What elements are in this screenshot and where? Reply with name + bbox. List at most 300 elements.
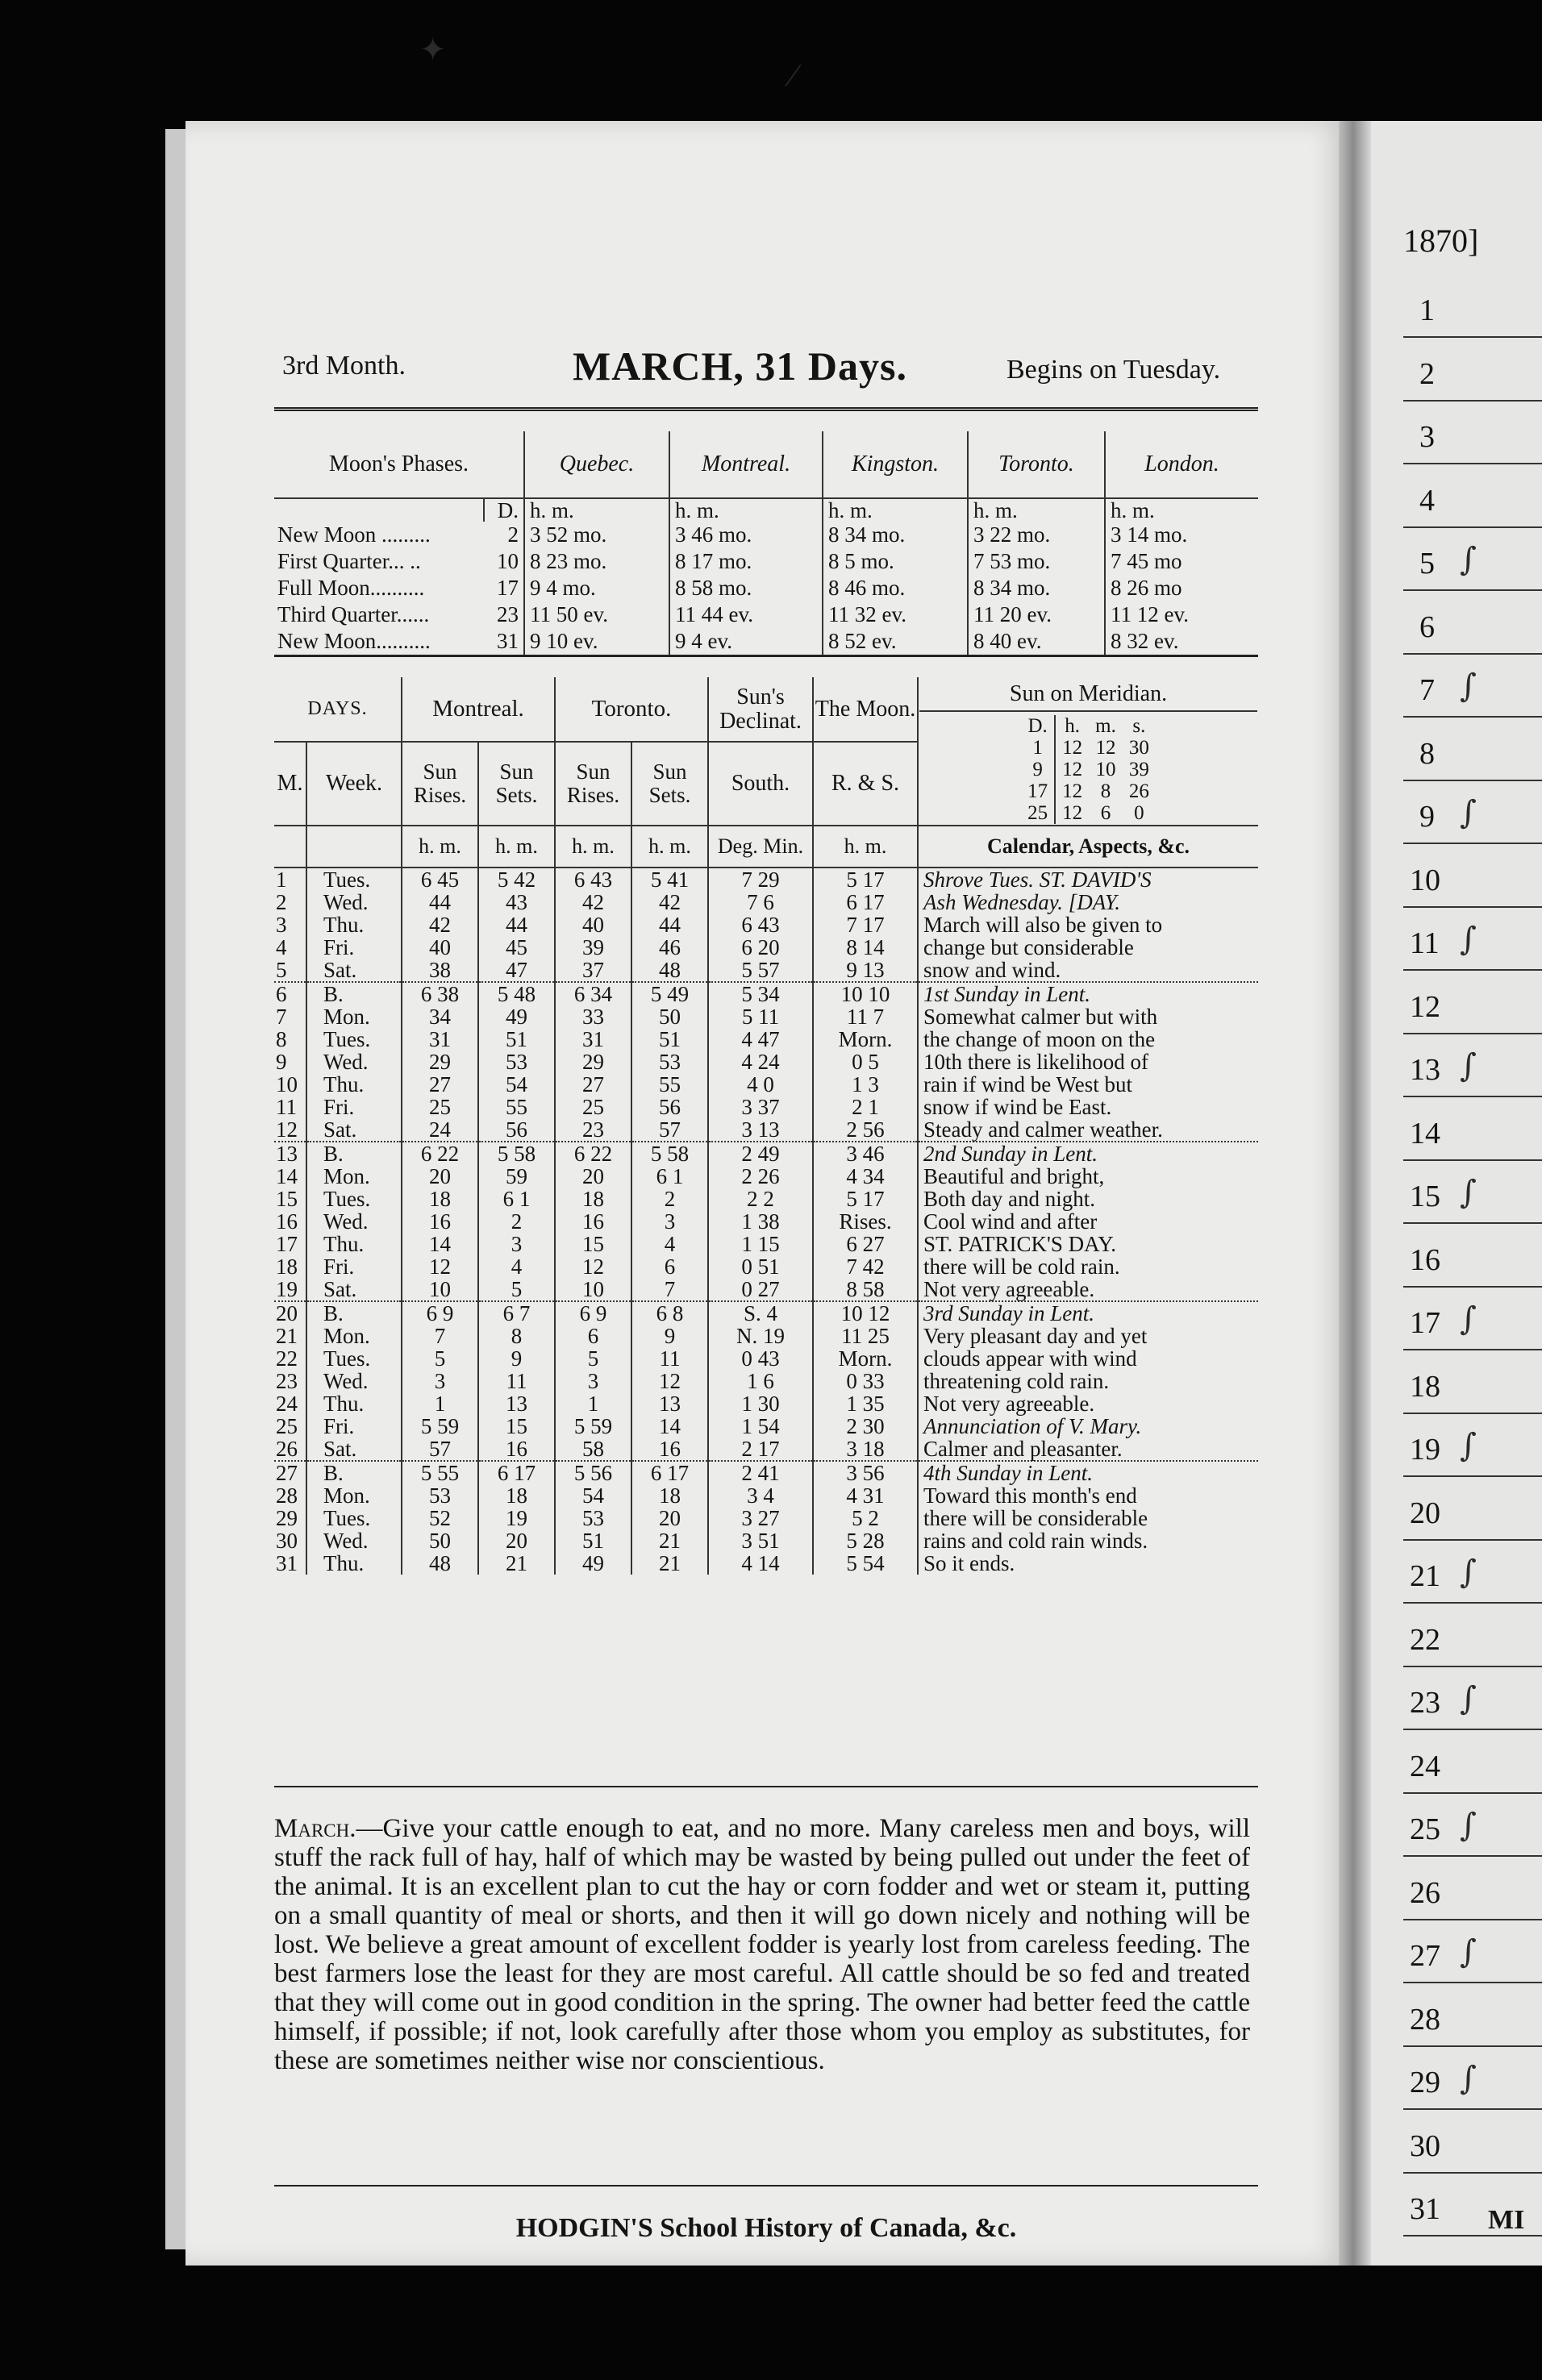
toronto-sunrise: 39 <box>555 936 631 959</box>
toronto-sunrise: 25 <box>555 1096 631 1118</box>
day-row <box>274 1142 1258 1165</box>
toronto-sunset: 20 <box>631 1507 708 1529</box>
toronto-sunrise: 49 <box>555 1552 631 1575</box>
calendar-note: 4th Sunday in Lent. <box>918 1461 1258 1484</box>
montreal-sunrise: 18 <box>402 1188 478 1210</box>
phases-unit <box>274 498 484 522</box>
memo-day-number: 19 <box>1410 1433 1440 1467</box>
memo-rule <box>1403 2045 1542 2047</box>
toronto-sunrise: 5 56 <box>555 1461 631 1484</box>
meridian-value: 39 <box>1128 759 1149 780</box>
toronto-sunset: 44 <box>631 913 708 936</box>
montreal-sunrise: 5 <box>402 1347 478 1370</box>
week-day: Wed. <box>306 1529 402 1552</box>
memo-rule <box>1403 906 1542 908</box>
days-body <box>274 868 1258 1575</box>
sun-declination: N. 19 <box>708 1325 813 1347</box>
sun-declination: 4 47 <box>708 1028 813 1051</box>
montreal-sunset: 6 7 <box>478 1301 555 1325</box>
toronto-sunset: 6 8 <box>631 1301 708 1325</box>
moon-rise-set: Morn. <box>813 1028 918 1051</box>
week-day: Thu. <box>306 1552 402 1575</box>
calendar-note: Very pleasant day and yet <box>923 1324 1148 1348</box>
handwriting-mark: ∫ <box>1460 668 1477 705</box>
toronto-sunrise: 1 <box>555 1392 631 1415</box>
montreal-time: 8 58 mo. <box>669 575 823 601</box>
sun-declination: 2 26 <box>708 1165 813 1188</box>
toronto-sunset: 4 <box>631 1233 708 1255</box>
memo-rule <box>1403 653 1542 655</box>
moon-rise-set: 9 13 <box>813 959 918 982</box>
moon-rise-set: 6 27 <box>813 1233 918 1255</box>
calendar-note: Cool wind and after <box>923 1209 1098 1234</box>
montreal-sunset: 15 <box>478 1415 555 1438</box>
montreal-sunrise: 31 <box>402 1028 478 1051</box>
month-day: 5 <box>274 959 306 982</box>
day-row <box>274 1370 1258 1392</box>
toronto-sunrise: 53 <box>555 1507 631 1529</box>
sun-declination: 5 34 <box>708 982 813 1005</box>
meridian-value: 25 <box>1021 802 1055 824</box>
moon-rise-set: 7 42 <box>813 1255 918 1278</box>
week-day: B. <box>306 1301 402 1325</box>
memo-rule <box>1403 1475 1542 1477</box>
unit-cell <box>274 826 306 868</box>
toronto-time: 11 20 ev. <box>968 601 1105 628</box>
meridian-row <box>1021 737 1156 759</box>
montreal-sunset: 13 <box>478 1392 555 1415</box>
meridian-head: m. <box>1095 715 1116 737</box>
memo-rule <box>1403 589 1542 591</box>
memo-rule <box>1403 463 1542 464</box>
memo-bottom-text: MI <box>1488 2205 1525 2235</box>
week-day: Sat. <box>306 1278 402 1301</box>
moon-rise-set: 2 56 <box>813 1118 918 1142</box>
moon-rise-set: 11 25 <box>813 1325 918 1347</box>
begins-on: Begins on Tuesday. <box>1006 355 1221 385</box>
calendar-note: Toward this month's end <box>923 1483 1137 1508</box>
memo-rule <box>1403 1602 1542 1604</box>
memo-rule <box>1403 2172 1542 2174</box>
phase-row <box>274 628 1258 656</box>
day-row <box>274 868 1258 891</box>
month-day: 17 <box>274 1233 306 1255</box>
month-day: 11 <box>274 1096 306 1118</box>
phase-day: 17 <box>484 575 524 601</box>
month-day: 22 <box>274 1347 306 1370</box>
kingston-time: 11 32 ev. <box>823 601 968 628</box>
toronto-time: 8 34 mo. <box>968 575 1105 601</box>
meridian-value: 12 <box>1095 737 1116 759</box>
montreal-sunset: 44 <box>478 913 555 936</box>
toronto-sunset: 50 <box>631 1005 708 1028</box>
week-day: Thu. <box>306 1392 402 1415</box>
calendar-note: Shrove Tues. ST. DAVID'S <box>923 868 1152 892</box>
sun-declination: 0 27 <box>708 1278 813 1301</box>
month-day: 20 <box>274 1301 306 1325</box>
week-day: B. <box>306 1461 402 1484</box>
phase-row <box>274 548 1258 575</box>
week-day: Sat. <box>306 959 402 982</box>
montreal-sunset: 5 48 <box>478 982 555 1005</box>
moon-rise-set: 10 10 <box>813 982 918 1005</box>
handwriting-mark: ∫ <box>1460 794 1477 831</box>
montreal-sunset: 55 <box>478 1096 555 1118</box>
days-header: DAYS. <box>274 677 402 742</box>
moon-rise-set: 2 30 <box>813 1415 918 1438</box>
phase-name: New Moon.......... <box>274 628 484 656</box>
montreal-sunset: 45 <box>478 936 555 959</box>
meridian-cell <box>918 677 1258 826</box>
meridian-value: 1 <box>1021 737 1055 759</box>
week-day: B. <box>306 1142 402 1165</box>
week-day: Sat. <box>306 1118 402 1142</box>
month-number: 3rd Month. <box>282 351 406 381</box>
handwriting-mark: ∫ <box>1460 1047 1477 1084</box>
memo-day-number: 15 <box>1410 1180 1440 1213</box>
montreal-sunset: 5 58 <box>478 1142 555 1165</box>
meridian-value: 12 <box>1062 737 1083 759</box>
memo-day-number: 18 <box>1410 1369 1440 1404</box>
sun-declination: 3 27 <box>708 1507 813 1529</box>
montreal-sunset: 59 <box>478 1165 555 1188</box>
moon-rise-set: 3 46 <box>813 1142 918 1165</box>
page-title: MARCH, 31 Days. <box>573 343 907 389</box>
day-row <box>274 959 1258 982</box>
week-day: Mon. <box>306 1005 402 1028</box>
meridian-value: 12 <box>1062 780 1083 802</box>
phases-unit: h. m. <box>823 498 968 522</box>
memo-day-number: 13 <box>1410 1053 1440 1087</box>
toronto-sunset: 5 49 <box>631 982 708 1005</box>
toronto-time: 8 40 ev. <box>968 628 1105 656</box>
memo-rule <box>1403 1792 1542 1794</box>
calendar-note: clouds appear with wind <box>923 1346 1137 1371</box>
kingston-time: 8 34 mo. <box>823 522 968 548</box>
montreal-sunset: 5 42 <box>478 868 555 891</box>
montreal-sunset: 43 <box>478 891 555 913</box>
memo-rule <box>1403 1666 1542 1667</box>
phase-row <box>274 522 1258 548</box>
montreal-sunrise: 40 <box>402 936 478 959</box>
moon-rise-set: 5 17 <box>813 868 918 891</box>
memo-rule <box>1403 526 1542 528</box>
unit-cell: h. m. <box>478 826 555 868</box>
day-row <box>274 1073 1258 1096</box>
montreal-sunset: 16 <box>478 1438 555 1461</box>
sun-declination: 4 14 <box>708 1552 813 1575</box>
moon-rise-set: 5 54 <box>813 1552 918 1575</box>
montreal-sunset: 19 <box>478 1507 555 1529</box>
memo-day-number: 11 <box>1410 926 1440 960</box>
month-day: 25 <box>274 1415 306 1438</box>
phase-day: 10 <box>484 548 524 575</box>
memo-rule <box>1403 1033 1542 1034</box>
sun-declination: 3 13 <box>708 1118 813 1142</box>
toronto-sunrise: 12 <box>555 1255 631 1278</box>
montreal-sets-header: Sun Sets. <box>478 742 555 826</box>
montreal-sunrise: 5 55 <box>402 1461 478 1484</box>
phases-header: Moon's Phases. <box>274 431 524 498</box>
moon-rise-set: 4 34 <box>813 1165 918 1188</box>
sun-declination: 5 11 <box>708 1005 813 1028</box>
toronto-sunset: 5 58 <box>631 1142 708 1165</box>
meridian-value: 8 <box>1100 780 1111 802</box>
phases-unit: D. <box>484 498 524 522</box>
day-row <box>274 936 1258 959</box>
meridian-table <box>1021 715 1156 824</box>
memo-rule <box>1403 1982 1542 1983</box>
moon-phases-table <box>274 431 1258 657</box>
calendar-note: 10th there is likelihood of <box>923 1050 1148 1074</box>
sun-declination: 3 37 <box>708 1096 813 1118</box>
day-row <box>274 1210 1258 1233</box>
toronto-header: Toronto. <box>555 677 708 742</box>
month-day: 15 <box>274 1188 306 1210</box>
phase-day: 31 <box>484 628 524 656</box>
day-row <box>274 891 1258 913</box>
week-day: Fri. <box>306 1415 402 1438</box>
memo-rule <box>1403 1159 1542 1161</box>
montreal-sunset: 11 <box>478 1370 555 1392</box>
meridian-value: 26 <box>1128 780 1149 802</box>
memo-year: 1870] <box>1403 223 1479 259</box>
day-row <box>274 913 1258 936</box>
meridian-head: h. <box>1065 715 1081 737</box>
meridian-head-row <box>1021 715 1156 737</box>
rs-header: R. & S. <box>813 742 918 826</box>
toronto-sunset: 48 <box>631 959 708 982</box>
kingston-time: 8 5 mo. <box>823 548 968 575</box>
moon-rise-set: 2 1 <box>813 1096 918 1118</box>
calendar-note: Both day and night. <box>923 1187 1095 1211</box>
page-header <box>185 343 1347 407</box>
memo-day-number: 5 <box>1419 547 1435 580</box>
moon-rise-set: 5 2 <box>813 1507 918 1529</box>
toronto-sunrise: 10 <box>555 1278 631 1301</box>
table-bottom-rule <box>274 1786 1258 1787</box>
toronto-sunrise: 54 <box>555 1484 631 1507</box>
memo-rule <box>1403 400 1542 402</box>
meridian-value: 17 <box>1021 780 1055 802</box>
moon-rise-set: 0 5 <box>813 1051 918 1073</box>
montreal-sunset: 8 <box>478 1325 555 1347</box>
memo-day-number: 17 <box>1410 1306 1440 1340</box>
london-time: 3 14 mo. <box>1111 522 1188 547</box>
memo-rule <box>1403 336 1542 338</box>
handwriting-mark: ∫ <box>1460 2060 1477 2097</box>
toronto-sunrise: 5 59 <box>555 1415 631 1438</box>
unit-cell: h. m. <box>631 826 708 868</box>
montreal-sunrise: 42 <box>402 913 478 936</box>
toronto-sunset: 18 <box>631 1484 708 1507</box>
memo-rule <box>1403 1286 1542 1288</box>
week-day: Tues. <box>306 868 402 891</box>
montreal-sunrise: 53 <box>402 1484 478 1507</box>
phases-unit: h. m. <box>1111 498 1155 522</box>
toronto-sunrise: 20 <box>555 1165 631 1188</box>
london-time: 8 32 ev. <box>1105 628 1258 656</box>
unit-cell <box>306 826 402 868</box>
phases-body <box>274 522 1258 656</box>
memo-rule <box>1403 780 1542 781</box>
sun-declination: 1 30 <box>708 1392 813 1415</box>
month-day: 27 <box>274 1461 306 1484</box>
day-row <box>274 1392 1258 1415</box>
meridian-header: Sun on Meridian. <box>919 681 1257 712</box>
montreal-sunrise: 6 45 <box>402 868 478 891</box>
phases-unit: h. m. <box>669 498 823 522</box>
montreal-sunrise: 16 <box>402 1210 478 1233</box>
toronto-sunrise: 42 <box>555 891 631 913</box>
week-day: Sat. <box>306 1438 402 1461</box>
memo-day-number: 8 <box>1419 736 1435 771</box>
toronto-sunset: 9 <box>631 1325 708 1347</box>
month-day: 18 <box>274 1255 306 1278</box>
toronto-sunset: 7 <box>631 1278 708 1301</box>
montreal-sunset: 4 <box>478 1255 555 1278</box>
memorandum-page <box>1371 121 1542 2266</box>
month-day: 29 <box>274 1507 306 1529</box>
dust-speck: ✦ <box>419 31 447 68</box>
week-day: B. <box>306 982 402 1005</box>
moon-rise-set: 0 33 <box>813 1370 918 1392</box>
montreal-sunset: 2 <box>478 1210 555 1233</box>
handwriting-mark: ∫ <box>1460 1807 1477 1844</box>
toronto-sunset: 51 <box>631 1028 708 1051</box>
montreal-sunset: 49 <box>478 1005 555 1028</box>
memo-day-number: 9 <box>1419 800 1435 834</box>
calendar-note: 3rd Sunday in Lent. <box>918 1301 1258 1325</box>
week-day: Tues. <box>306 1507 402 1529</box>
phase-day: 2 <box>484 522 524 548</box>
handwriting-mark: ∫ <box>1460 1300 1477 1338</box>
toronto-rises-header: Sun Rises. <box>555 742 631 826</box>
montreal-sunset: 21 <box>478 1552 555 1575</box>
moon-rise-set: 3 18 <box>813 1438 918 1461</box>
day-row <box>274 982 1258 1005</box>
memo-day-number: 7 <box>1419 673 1435 707</box>
montreal-time: 8 17 mo. <box>669 548 823 575</box>
day-row <box>274 1507 1258 1529</box>
toronto-sunset: 6 1 <box>631 1165 708 1188</box>
unit-cell: h. m. <box>555 826 631 868</box>
montreal-sunset: 51 <box>478 1028 555 1051</box>
moon-rise-set: 10 12 <box>813 1301 918 1325</box>
montreal-sunset: 6 17 <box>478 1461 555 1484</box>
montreal-sunset: 3 <box>478 1233 555 1255</box>
day-row <box>274 1278 1258 1301</box>
montreal-header: Montreal. <box>402 677 555 742</box>
montreal-sunrise: 38 <box>402 959 478 982</box>
memo-day-number: 3 <box>1419 420 1435 454</box>
calendar-note: snow and wind. <box>923 958 1061 982</box>
calendar-note: rain if wind be West but <box>923 1072 1133 1096</box>
month-day: 6 <box>274 982 306 1005</box>
phases-header: Quebec. <box>524 431 669 498</box>
toronto-sunrise: 29 <box>555 1051 631 1073</box>
montreal-sunrise: 57 <box>402 1438 478 1461</box>
meridian-value: 9 <box>1021 759 1055 780</box>
day-row <box>274 1188 1258 1210</box>
month-day: 24 <box>274 1392 306 1415</box>
memo-rule <box>1403 716 1542 718</box>
toronto-sunset: 6 <box>631 1255 708 1278</box>
month-day: 14 <box>274 1165 306 1188</box>
month-day: 9 <box>274 1051 306 1073</box>
london-time: 11 12 ev. <box>1111 602 1189 626</box>
week-day: Wed. <box>306 1210 402 1233</box>
handwriting-mark: ∫ <box>1460 1554 1477 1591</box>
sun-declination: 1 6 <box>708 1370 813 1392</box>
memo-rule <box>1403 969 1542 971</box>
m-header: M. <box>274 742 306 826</box>
month-day: 10 <box>274 1073 306 1096</box>
week-day: Fri. <box>306 1096 402 1118</box>
quebec-time: 9 10 ev. <box>524 628 669 656</box>
toronto-sunrise: 6 <box>555 1325 631 1347</box>
meridian-row <box>1021 780 1156 802</box>
montreal-sunset: 5 <box>478 1278 555 1301</box>
montreal-sunset: 18 <box>478 1484 555 1507</box>
week-day: Tues. <box>306 1028 402 1051</box>
toronto-sunset: 14 <box>631 1415 708 1438</box>
toronto-sunset: 42 <box>631 891 708 913</box>
memo-day-number: 6 <box>1419 610 1435 644</box>
sun-declination: 0 51 <box>708 1255 813 1278</box>
toronto-sunset: 6 17 <box>631 1461 708 1484</box>
meridian-value: 30 <box>1128 737 1149 759</box>
toronto-sunset: 3 <box>631 1210 708 1233</box>
sun-declination: 3 51 <box>708 1529 813 1552</box>
memo-day-number: 1 <box>1419 293 1435 327</box>
month-day: 21 <box>274 1325 306 1347</box>
memo-day-number: 25 <box>1410 1812 1440 1846</box>
phase-name: Full Moon.......... <box>277 576 425 600</box>
toronto-sunset: 11 <box>631 1347 708 1370</box>
calendar-note: 1st Sunday in Lent. <box>918 982 1258 1005</box>
toronto-sunset: 55 <box>631 1073 708 1096</box>
montreal-sunrise: 3 <box>402 1370 478 1392</box>
month-day: 31 <box>274 1552 306 1575</box>
week-day: Thu. <box>306 1073 402 1096</box>
toronto-sunset: 56 <box>631 1096 708 1118</box>
meridian-value: 10 <box>1095 759 1116 780</box>
week-day: Wed. <box>306 891 402 913</box>
week-day: Thu. <box>306 913 402 936</box>
memo-day-number: 28 <box>1410 2002 1440 2037</box>
day-row <box>274 1118 1258 1142</box>
week-day: Thu. <box>306 1233 402 1255</box>
toronto-sunset: 57 <box>631 1118 708 1142</box>
week-day: Fri. <box>306 936 402 959</box>
memo-day-number: 24 <box>1410 1749 1440 1783</box>
day-row <box>274 1255 1258 1278</box>
calendar-note: Not very agreeable. <box>923 1277 1095 1301</box>
day-row <box>274 1484 1258 1507</box>
sun-declination: 1 15 <box>708 1233 813 1255</box>
memo-rule <box>1403 1539 1542 1541</box>
footer-rule <box>274 2185 1258 2187</box>
day-row <box>274 1028 1258 1051</box>
main-header-row-1 <box>274 677 1258 742</box>
day-row <box>274 1415 1258 1438</box>
moon-rise-set: 1 3 <box>813 1073 918 1096</box>
toronto-sunrise: 31 <box>555 1028 631 1051</box>
montreal-sunrise: 25 <box>402 1096 478 1118</box>
calendar-note: Annunciation of V. Mary. <box>923 1414 1142 1438</box>
toronto-sunrise: 6 43 <box>555 868 631 891</box>
